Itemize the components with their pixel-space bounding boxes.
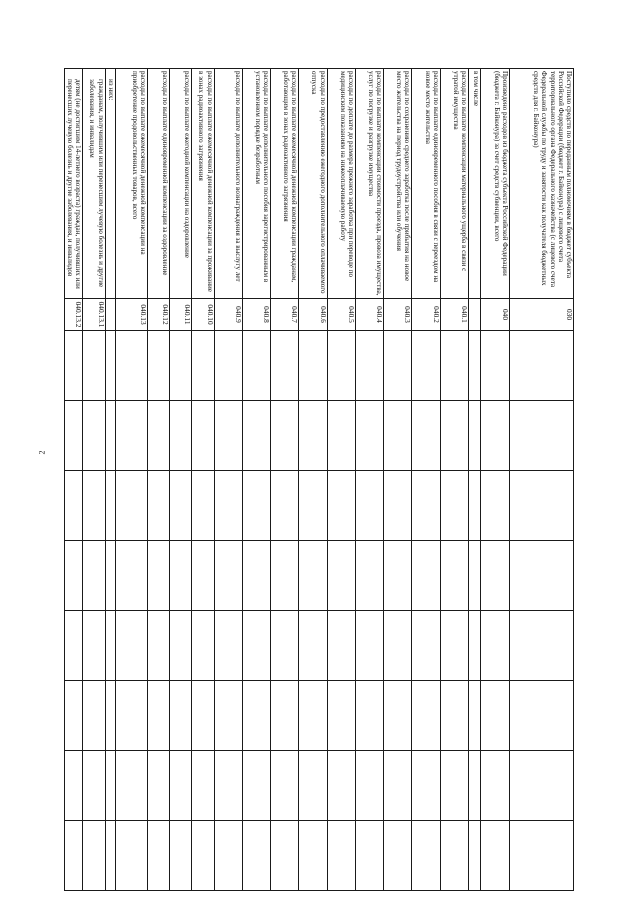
- value-cell: [242, 681, 270, 751]
- value-cell: [440, 611, 468, 681]
- value-cell: [214, 681, 242, 751]
- value-cell: [147, 331, 169, 401]
- value-cell: [83, 821, 105, 891]
- value-cell: [105, 541, 115, 611]
- table-row: [299, 69, 327, 891]
- rotated-form-page: [64, 68, 574, 890]
- value-cell: [510, 611, 574, 681]
- value-cell: [412, 541, 440, 611]
- table-row: [440, 69, 468, 891]
- value-cell: [115, 541, 147, 611]
- value-cell: [355, 401, 383, 471]
- row-description: гражданам, получившим или перенесшим лучевую болезнь и другие заболевания, и инвалидам: [83, 69, 105, 299]
- value-cell: [510, 331, 574, 401]
- row-description: в том числе: [468, 69, 480, 299]
- value-cell: [481, 331, 510, 401]
- value-cell: [105, 331, 115, 401]
- row-description: расходы по выплате ежемесячной денежной компенсации за проживание в зонах радиоактивного загрязнения: [192, 69, 214, 299]
- value-cell: [384, 751, 412, 821]
- row-description: из них:: [105, 69, 115, 299]
- value-cell: [271, 401, 299, 471]
- value-cell: [214, 471, 242, 541]
- row-code: [105, 299, 115, 331]
- value-cell: [192, 401, 214, 471]
- value-cell: [299, 541, 327, 611]
- value-cell: [115, 331, 147, 401]
- table-row: [242, 69, 270, 891]
- row-description: расходы по выплате единовременной компенсации за оздоровление: [147, 69, 169, 299]
- value-cell: [510, 401, 574, 471]
- value-cell: [327, 471, 355, 541]
- value-cell: [481, 681, 510, 751]
- table-row: [170, 69, 192, 891]
- value-cell: [468, 471, 480, 541]
- value-cell: [271, 471, 299, 541]
- row-code: 040.1: [440, 299, 468, 331]
- value-cell: [170, 541, 192, 611]
- value-cell: [83, 681, 105, 751]
- value-cell: [147, 401, 169, 471]
- value-cell: [105, 471, 115, 541]
- value-cell: [355, 471, 383, 541]
- table-row: [481, 69, 510, 891]
- value-cell: [440, 751, 468, 821]
- value-cell: [192, 541, 214, 611]
- value-cell: [115, 821, 147, 891]
- value-cell: [242, 821, 270, 891]
- row-code: 040.10: [192, 299, 214, 331]
- row-code: 040.13.1: [83, 299, 105, 331]
- value-cell: [299, 401, 327, 471]
- value-cell: [412, 751, 440, 821]
- table-row: [355, 69, 383, 891]
- value-cell: [65, 611, 83, 681]
- value-cell: [384, 821, 412, 891]
- value-cell: [412, 401, 440, 471]
- value-cell: [412, 611, 440, 681]
- value-cell: [510, 541, 574, 611]
- value-cell: [65, 751, 83, 821]
- value-cell: [510, 751, 574, 821]
- value-cell: [105, 821, 115, 891]
- value-cell: [299, 681, 327, 751]
- value-cell: [327, 611, 355, 681]
- row-description: расходы по выплате компенсации стоимости проезда, провоза имущества, услуг по погрузке и разгрузке имущества: [355, 69, 383, 299]
- value-cell: [510, 681, 574, 751]
- row-description: расходы по выплате единовременного пособия в связи с переездом на новое место жительства: [412, 69, 440, 299]
- value-cell: [355, 821, 383, 891]
- row-description: расходы по предоставлению ежегодного дополнительного оплачиваемого отпуска: [299, 69, 327, 299]
- row-code: 040: [481, 299, 510, 331]
- value-cell: [192, 821, 214, 891]
- value-cell: [481, 611, 510, 681]
- row-code: 040.4: [355, 299, 383, 331]
- value-cell: [83, 751, 105, 821]
- value-cell: [384, 611, 412, 681]
- value-cell: [147, 541, 169, 611]
- row-code: 040.2: [412, 299, 440, 331]
- page-number: 2: [37, 450, 47, 455]
- value-cell: [468, 821, 480, 891]
- value-cell: [299, 821, 327, 891]
- value-cell: [192, 331, 214, 401]
- value-cell: [384, 331, 412, 401]
- value-cell: [115, 471, 147, 541]
- value-cell: [115, 751, 147, 821]
- table-row: [192, 69, 214, 891]
- value-cell: [481, 401, 510, 471]
- value-cell: [170, 681, 192, 751]
- value-cell: [299, 331, 327, 401]
- value-cell: [271, 611, 299, 681]
- table-row: [65, 69, 83, 891]
- value-cell: [412, 821, 440, 891]
- value-cell: [327, 751, 355, 821]
- value-cell: [65, 541, 83, 611]
- value-cell: [192, 611, 214, 681]
- table-row: [271, 69, 299, 891]
- value-cell: [355, 541, 383, 611]
- table-row: [510, 69, 574, 891]
- subvention-expenditure-table: [64, 68, 574, 891]
- value-cell: [192, 681, 214, 751]
- value-cell: [115, 401, 147, 471]
- table-row: [412, 69, 440, 891]
- value-cell: [242, 471, 270, 541]
- table-row: [468, 69, 480, 891]
- value-cell: [83, 611, 105, 681]
- value-cell: [115, 681, 147, 751]
- value-cell: [147, 751, 169, 821]
- value-cell: [83, 401, 105, 471]
- value-cell: [412, 331, 440, 401]
- value-cell: [440, 331, 468, 401]
- value-cell: [412, 681, 440, 751]
- value-cell: [355, 611, 383, 681]
- value-cell: [299, 611, 327, 681]
- row-description: расходы по выплате дополнительного пособия зарегистрированным в установленном порядке безработным: [242, 69, 270, 299]
- value-cell: [327, 681, 355, 751]
- row-code: 040.9: [214, 299, 242, 331]
- value-cell: [214, 821, 242, 891]
- value-cell: [468, 541, 480, 611]
- value-cell: [147, 681, 169, 751]
- value-cell: [115, 611, 147, 681]
- value-cell: [192, 471, 214, 541]
- value-cell: [192, 751, 214, 821]
- value-cell: [440, 471, 468, 541]
- value-cell: [299, 751, 327, 821]
- value-cell: [468, 331, 480, 401]
- value-cell: [214, 331, 242, 401]
- row-code: 040.13.2: [65, 299, 83, 331]
- value-cell: [242, 751, 270, 821]
- value-cell: [105, 681, 115, 751]
- table-row: [384, 69, 412, 891]
- row-description: расходы по выплате ежемесячной денежной компенсации на приобретение продовольственных товаров, всего: [115, 69, 147, 299]
- value-cell: [355, 751, 383, 821]
- value-cell: [170, 401, 192, 471]
- value-cell: [214, 541, 242, 611]
- row-description: расходы по выплате дополнительного вознаграждения за выслугу лет: [214, 69, 242, 299]
- row-code: 040.5: [327, 299, 355, 331]
- value-cell: [65, 821, 83, 891]
- value-cell: [65, 471, 83, 541]
- value-cell: [242, 331, 270, 401]
- value-cell: [271, 751, 299, 821]
- value-cell: [271, 541, 299, 611]
- value-cell: [384, 471, 412, 541]
- value-cell: [242, 541, 270, 611]
- value-cell: [83, 541, 105, 611]
- row-code: [468, 299, 480, 331]
- row-code: 040.8: [242, 299, 270, 331]
- value-cell: [481, 541, 510, 611]
- value-cell: [271, 331, 299, 401]
- value-cell: [271, 821, 299, 891]
- value-cell: [170, 611, 192, 681]
- value-cell: [170, 821, 192, 891]
- value-cell: [83, 471, 105, 541]
- table-row: [147, 69, 169, 891]
- value-cell: [242, 611, 270, 681]
- table-row: [115, 69, 147, 891]
- value-cell: [214, 751, 242, 821]
- value-cell: [214, 401, 242, 471]
- value-cell: [510, 471, 574, 541]
- value-cell: [412, 471, 440, 541]
- value-cell: [147, 611, 169, 681]
- value-cell: [170, 751, 192, 821]
- value-cell: [147, 471, 169, 541]
- row-code: 040.13: [115, 299, 147, 331]
- value-cell: [481, 821, 510, 891]
- table-row: [327, 69, 355, 891]
- value-cell: [468, 751, 480, 821]
- row-code: 040.7: [271, 299, 299, 331]
- value-cell: [327, 541, 355, 611]
- table-row: [105, 69, 115, 891]
- row-code: 040.12: [147, 299, 169, 331]
- row-description: Поступило средств по переданным полномочиям в бюджет субъекта Российской Федерации (бюджет г. Байконура) с лицевого счета территориального органа Федерального казначейства (с лицевого счета Федеральной службы по труду и занятости как получателя бюджетных средств для г. Байконура): [510, 69, 574, 299]
- value-cell: [170, 331, 192, 401]
- row-description: расходы по выплате ежемесячной денежной компенсации гражданам, работающим в зонах радиоактивного загрязнения: [271, 69, 299, 299]
- value-cell: [468, 681, 480, 751]
- value-cell: [481, 471, 510, 541]
- value-cell: [299, 471, 327, 541]
- value-cell: [214, 611, 242, 681]
- table-row: [83, 69, 105, 891]
- value-cell: [83, 331, 105, 401]
- value-cell: [384, 541, 412, 611]
- value-cell: [327, 331, 355, 401]
- row-description: детям (не достигшим 14-летнего возраста) граждан, получивших или перенесших лучевую болезнь и другие заболевания, и инвалидов: [65, 69, 83, 299]
- value-cell: [147, 821, 169, 891]
- row-description: расходы по доплате до размера прежнего заработка при переводе по медицинским показаниям на нижеоплачиваемую работу: [327, 69, 355, 299]
- value-cell: [105, 751, 115, 821]
- row-description: расходы по выплате компенсации материального ущерба в связи с утратой имущества: [440, 69, 468, 299]
- table-row: [214, 69, 242, 891]
- value-cell: [327, 821, 355, 891]
- value-cell: [355, 681, 383, 751]
- value-cell: [65, 331, 83, 401]
- value-cell: [440, 681, 468, 751]
- row-description: расходы по сохранению среднего заработка после прибытия на новое место жительства на период трудоустройства или обучения: [384, 69, 412, 299]
- value-cell: [65, 401, 83, 471]
- value-cell: [510, 821, 574, 891]
- value-cell: [105, 401, 115, 471]
- value-cell: [384, 401, 412, 471]
- value-cell: [440, 401, 468, 471]
- value-cell: [440, 541, 468, 611]
- value-cell: [105, 611, 115, 681]
- value-cell: [242, 401, 270, 471]
- value-cell: [468, 401, 480, 471]
- row-description: Произведено расходов из бюджета субъекта Российской Федерации (бюджета г. Байконура) за счет средств субвенции, всего: [481, 69, 510, 299]
- value-cell: [170, 471, 192, 541]
- value-cell: [271, 681, 299, 751]
- value-cell: [481, 751, 510, 821]
- value-cell: [65, 681, 83, 751]
- value-cell: [440, 821, 468, 891]
- value-cell: [327, 401, 355, 471]
- row-code: 040.3: [384, 299, 412, 331]
- value-cell: [355, 331, 383, 401]
- row-code: 030: [510, 299, 574, 331]
- row-code: 040.11: [170, 299, 192, 331]
- value-cell: [384, 681, 412, 751]
- row-description: расходы по выплате ежегодной компенсации на оздоровление: [170, 69, 192, 299]
- value-cell: [468, 611, 480, 681]
- row-code: 040.6: [299, 299, 327, 331]
